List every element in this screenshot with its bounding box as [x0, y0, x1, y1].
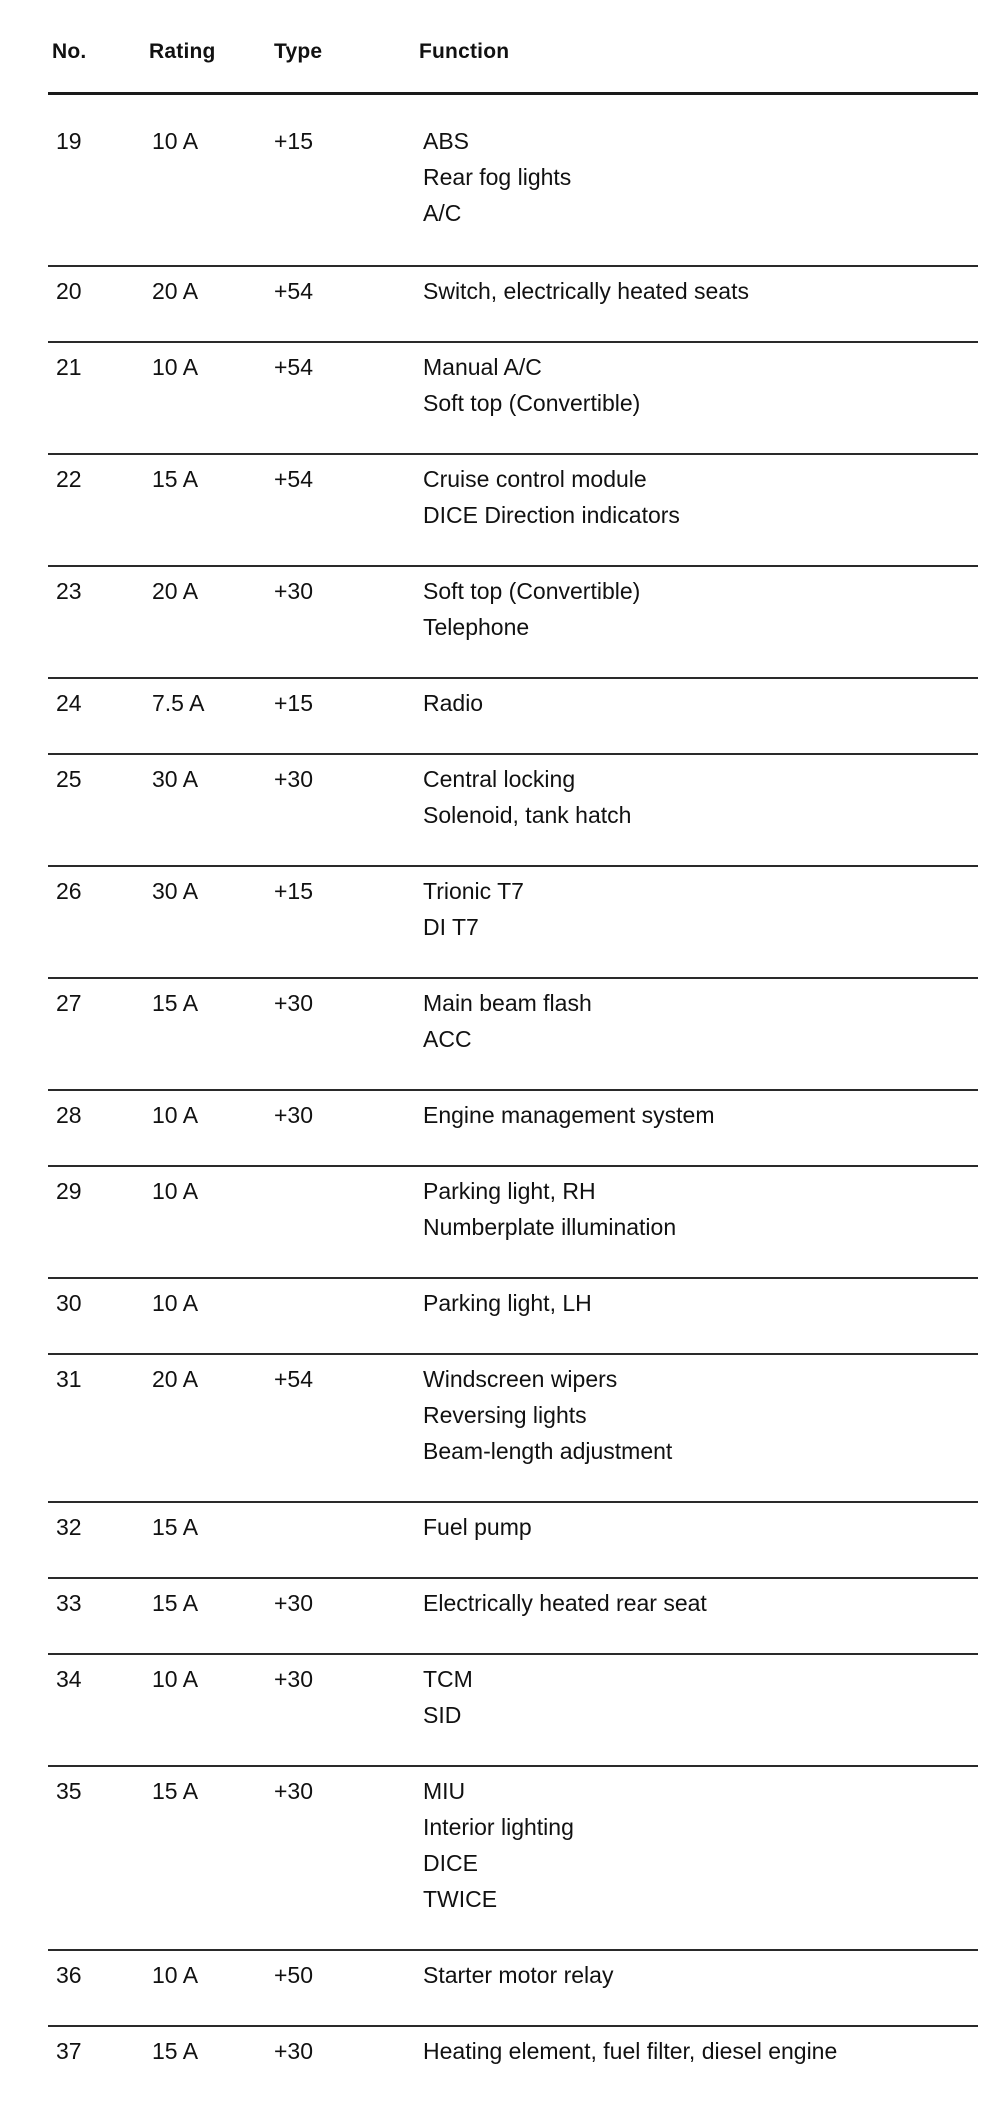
function-item: DICE — [423, 1850, 478, 1876]
function-item: Windscreen wipers — [423, 1366, 618, 1392]
fuse-type: +54 — [274, 1366, 314, 1392]
fuse-type: +30 — [274, 2038, 314, 2064]
fuse-type: +15 — [274, 878, 314, 904]
table-row — [48, 265, 978, 341]
fuse-rating: 15 A — [152, 1514, 199, 1540]
fuse-type: +30 — [274, 1102, 314, 1128]
table-row — [48, 1765, 978, 1949]
fuse-functions — [423, 2033, 837, 2069]
fuse-type: +54 — [274, 354, 314, 380]
table-row — [48, 2025, 978, 2101]
fuse-functions — [423, 1661, 473, 1733]
table-row — [48, 1653, 978, 1765]
fuse-functions — [423, 985, 592, 1057]
fuse-number: 34 — [56, 1666, 82, 1692]
table-row — [48, 1353, 978, 1501]
fuse-number: 20 — [56, 278, 82, 304]
fuse-type: +54 — [274, 278, 314, 304]
fuse-number: 27 — [56, 990, 82, 1016]
fuse-functions — [423, 1285, 592, 1321]
table-row — [48, 565, 978, 677]
fuse-rating: 15 A — [152, 466, 199, 492]
fuse-rating: 10 A — [152, 1178, 199, 1204]
table-row — [48, 1949, 978, 2025]
fuse-rating: 10 A — [152, 1290, 199, 1316]
function-item: Cruise control module — [423, 466, 647, 492]
fuse-functions — [423, 349, 640, 421]
fuse-functions — [423, 1509, 532, 1545]
fuse-functions — [423, 1173, 676, 1245]
fuse-rating: 20 A — [152, 1366, 199, 1392]
function-item: Reversing lights — [423, 1402, 587, 1428]
fuse-rating: 15 A — [152, 990, 199, 1016]
fuse-number: 22 — [56, 466, 82, 492]
fuse-type: +15 — [274, 690, 314, 716]
table-row — [48, 453, 978, 565]
function-item: Interior lighting — [423, 1814, 574, 1840]
fuse-functions — [423, 1361, 672, 1469]
table-row — [48, 117, 978, 265]
fuse-rating: 10 A — [152, 128, 199, 154]
fuse-number: 32 — [56, 1514, 82, 1540]
function-item: Solenoid, tank hatch — [423, 802, 632, 828]
fuse-functions — [423, 761, 631, 833]
table-body — [48, 117, 978, 2101]
header-rating: Rating — [149, 40, 216, 63]
header-function: Function — [419, 40, 510, 63]
function-item: Heating element, fuel filter, diesel engine — [423, 2038, 838, 2064]
function-item: MIU — [423, 1778, 466, 1804]
fuse-rating: 10 A — [152, 1962, 199, 1988]
fuse-functions — [423, 273, 749, 309]
fuse-number: 19 — [56, 128, 82, 154]
function-item: Parking light, LH — [423, 1290, 592, 1316]
table-header — [48, 30, 978, 95]
fuse-number: 25 — [56, 766, 82, 792]
fuse-type: +30 — [274, 766, 314, 792]
function-item: TWICE — [423, 1886, 498, 1912]
fuse-functions — [423, 461, 680, 533]
function-item: Manual A/C — [423, 354, 542, 380]
fuse-number: 31 — [56, 1366, 82, 1392]
fuse-rating: 30 A — [152, 878, 199, 904]
table-row — [48, 341, 978, 453]
fuse-type: +30 — [274, 1590, 314, 1616]
fuse-number: 37 — [56, 2038, 82, 2064]
fuse-functions — [423, 1097, 715, 1133]
fuse-rating: 10 A — [152, 354, 199, 380]
fuse-number: 36 — [56, 1962, 82, 1988]
fuse-number: 33 — [56, 1590, 82, 1616]
fuse-type: +50 — [274, 1962, 314, 1988]
fuse-rating: 10 A — [152, 1102, 199, 1128]
fuse-type: +30 — [274, 1778, 314, 1804]
table-row — [48, 677, 978, 753]
function-item: Fuel pump — [423, 1514, 532, 1540]
function-item: Numberplate illumination — [423, 1214, 677, 1240]
function-item: Switch, electrically heated seats — [423, 278, 749, 304]
function-item: Trionic T7 — [423, 878, 524, 904]
fuse-functions — [423, 1773, 574, 1917]
function-item: Rear fog lights — [423, 164, 572, 190]
function-item: Soft top (Convertible) — [423, 578, 641, 604]
fuse-rating: 30 A — [152, 766, 199, 792]
fuse-rating: 7.5 A — [152, 690, 205, 716]
function-item: DICE Direction indicators — [423, 502, 680, 528]
header-no: No. — [52, 40, 87, 63]
table-row — [48, 1089, 978, 1165]
fuse-functions — [423, 685, 483, 721]
function-item: Engine management system — [423, 1102, 715, 1128]
fuse-rating: 20 A — [152, 578, 199, 604]
fuse-number: 28 — [56, 1102, 82, 1128]
fuse-functions — [423, 123, 571, 231]
fuse-rating: 15 A — [152, 2038, 199, 2064]
fuse-type: +54 — [274, 466, 314, 492]
function-item: ABS — [423, 128, 470, 154]
table-row — [48, 1501, 978, 1577]
function-item: Parking light, RH — [423, 1178, 596, 1204]
fuse-table — [48, 30, 978, 2101]
function-item: DI T7 — [423, 914, 479, 940]
table-row — [48, 753, 978, 865]
table-row — [48, 1277, 978, 1353]
table-row — [48, 1165, 978, 1277]
function-item: Starter motor relay — [423, 1962, 614, 1988]
function-item: Telephone — [423, 614, 530, 640]
fuse-type: +30 — [274, 990, 314, 1016]
function-item: Radio — [423, 690, 484, 716]
fuse-rating: 15 A — [152, 1778, 199, 1804]
fuse-functions — [423, 873, 524, 945]
function-item: Central locking — [423, 766, 576, 792]
fuse-type: +30 — [274, 578, 314, 604]
function-item: Electrically heated rear seat — [423, 1590, 707, 1616]
fuse-number: 21 — [56, 354, 82, 380]
header-type: Type — [274, 40, 323, 63]
fuse-number: 23 — [56, 578, 82, 604]
fuse-number: 26 — [56, 878, 82, 904]
fuse-type: +15 — [274, 128, 314, 154]
fuse-functions — [423, 573, 640, 645]
function-item: TCM — [423, 1666, 473, 1692]
fuse-number: 35 — [56, 1778, 82, 1804]
function-item: SID — [423, 1702, 462, 1728]
fuse-rating: 20 A — [152, 278, 199, 304]
fuse-type: +30 — [274, 1666, 314, 1692]
table-row — [48, 865, 978, 977]
function-item: Soft top (Convertible) — [423, 390, 641, 416]
table-row — [48, 977, 978, 1089]
fuse-rating: 10 A — [152, 1666, 199, 1692]
fuse-number: 29 — [56, 1178, 82, 1204]
fuse-number: 24 — [56, 690, 82, 716]
fuse-functions — [423, 1957, 613, 1993]
table-row — [48, 1577, 978, 1653]
fuse-number: 30 — [56, 1290, 82, 1316]
function-item: Beam-length adjustment — [423, 1438, 673, 1464]
fuse-rating: 15 A — [152, 1590, 199, 1616]
function-item: ACC — [423, 1026, 472, 1052]
fuse-functions — [423, 1585, 707, 1621]
function-item: A/C — [423, 200, 462, 226]
function-item: Main beam flash — [423, 990, 592, 1016]
